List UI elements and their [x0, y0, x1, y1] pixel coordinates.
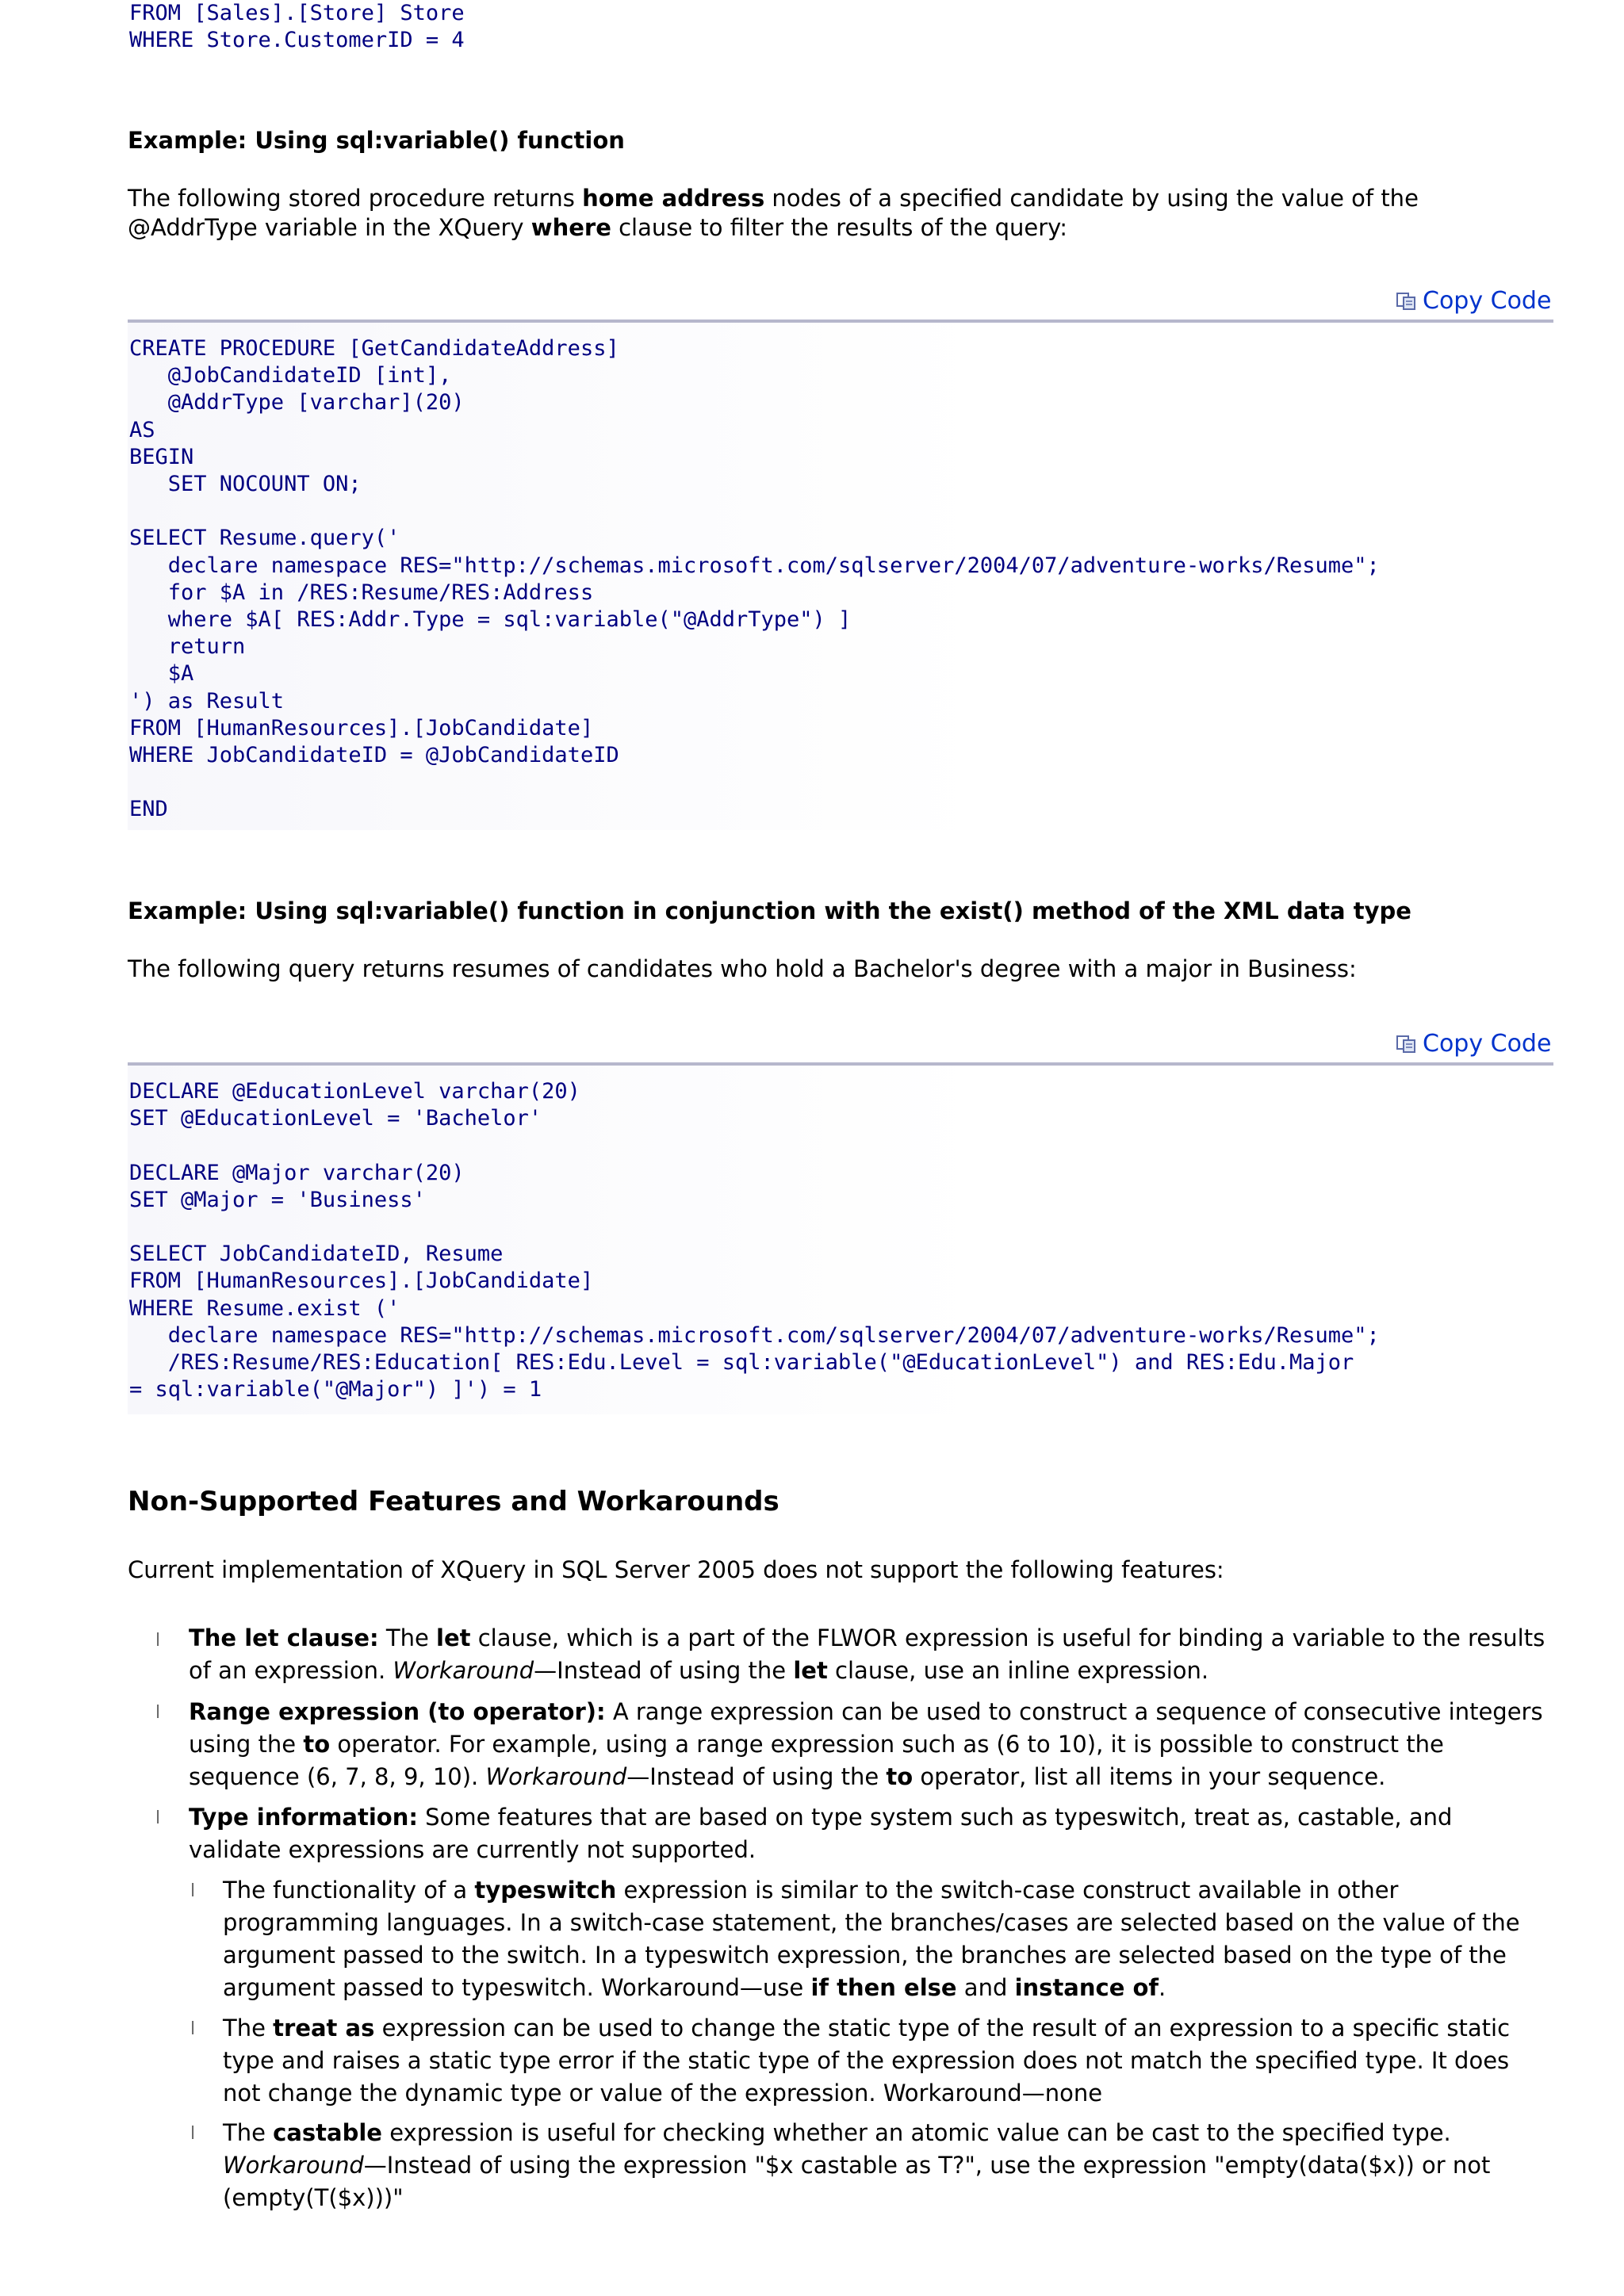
- list-item: Type information: Some features that are based on type system such as typeswitch, treat as, castable, and validate expressions are currently not supported.: [189, 1804, 1453, 1863]
- sub-list-item: The functionality of a typeswitch expression is similar to the switch-case construct available in other programming languages. In a switch-case statement, the branches/cases are selected based on the value of the argument passed to the switch. In a typeswitch expression, the branches are selected based on the type of the argument passed to typeswitch. Workaround—use if then else and instance of.: [223, 1877, 1520, 2001]
- example-heading: Example: Using sql:variable() function: [128, 127, 625, 154]
- copy-code-button[interactable]: [1396, 285, 1551, 317]
- copy-code-label: Copy Code: [1423, 287, 1552, 315]
- bullet-icon: l: [155, 1703, 161, 1723]
- copy-icon: [1396, 1035, 1418, 1054]
- bullet-icon: l: [190, 2019, 196, 2039]
- bullet-icon: l: [190, 2124, 196, 2144]
- list-item: Range expression (to operator): A range expression can be used to construct a sequence of consecutive integers using the to operator. For example, using a range expression such as (6 to 10), it is possible to construct the sequence (6, 7, 8, 9, 10). Workaround—Instead of using the to operator, list all items in your sequence.: [189, 1698, 1543, 1790]
- example-heading: Example: Using sql:variable() function in conjunction with the exist() method of the XML data type: [128, 897, 1411, 924]
- copy-code-label: Copy Code: [1423, 1030, 1552, 1058]
- list-item: The let clause: The let clause, which is a part of the FLWOR expression is useful for binding a variable to the results of an expression. Workaround—Instead of using the let clause, use an inline expression.: [189, 1624, 1545, 1684]
- copy-icon: [1396, 292, 1418, 311]
- sub-list-item: The castable expression is useful for checking whether an atomic value can be cast to the specified type. Workaround—Instead of using the expression "$x castable as T?", use the expression "empty(data($x)) or not (empty(T($x)))": [223, 2119, 1491, 2211]
- code-block-get-candidate-address: CREATE PROCEDURE [GetCandidateAddress] @JobCandidateID [int], @AddrType [varchar](20) AS BEGIN SET NOCOUNT ON; SELECT Resume.query(' declare namespace RES="http://schemas.microsoft.com/sqlserver/2004/07/adventure-works/Resume"; for $A in /RES:Resume/RES:Address where $A[ RES:Addr.Type = sql:variable("@AddrType") ] return $A ') as Result FROM [HumanResources].[JobCandidate] WHERE JobCandidateID = @JobCandidateID END: [129, 336, 1380, 822]
- code-line: FROM [Sales].[Store] Store: [129, 1, 465, 25]
- code-block-exist-method: DECLARE @EducationLevel varchar(20) SET @EducationLevel = 'Bachelor' DECLARE @Major varchar(20) SET @Major = 'Business' SELECT JobCandidateID, Resume FROM [HumanResources].[JobCandidate] WHERE Resume.exist (' declare namespace RES="http://schemas.microsoft.com/sqlserver/2004/07/adventure-works/Resume"; /RES:Resume/RES:Education[ RES:Edu.Level = sql:variable("@EducationLevel") and RES:Edu.Major = sql:variable("@Major") ]') = 1: [129, 1079, 1380, 1402]
- sub-list-item: The treat as expression can be used to change the static type of the result of an expression to a specific static type and raises a static type error if the static type of the expression does not match the specified type. It does not change the dynamic type or value of the expression. Workaround—none: [223, 2015, 1511, 2107]
- bullet-icon: l: [155, 1631, 161, 1651]
- example-description: The following stored procedure returns home address nodes of a specified candidate by using the value of the @AddrType variable in the XQuery where clause to filter the results of the query:: [128, 185, 1419, 241]
- example-description: The following query returns resumes of candidates who hold a Bachelor's degree with a major in Business:: [128, 955, 1357, 982]
- code-line: WHERE Store.CustomerID = 4: [129, 28, 465, 53]
- copy-code-button[interactable]: [1396, 1028, 1551, 1060]
- bullet-icon: l: [190, 1881, 196, 1901]
- section-intro: Current implementation of XQuery in SQL Server 2005 does not support the following features:: [128, 1556, 1224, 1583]
- section-heading: Non-Supported Features and Workarounds: [128, 1486, 779, 1517]
- bullet-icon: l: [155, 1808, 161, 1828]
- code-block-fragment: [129, 0, 1553, 54]
